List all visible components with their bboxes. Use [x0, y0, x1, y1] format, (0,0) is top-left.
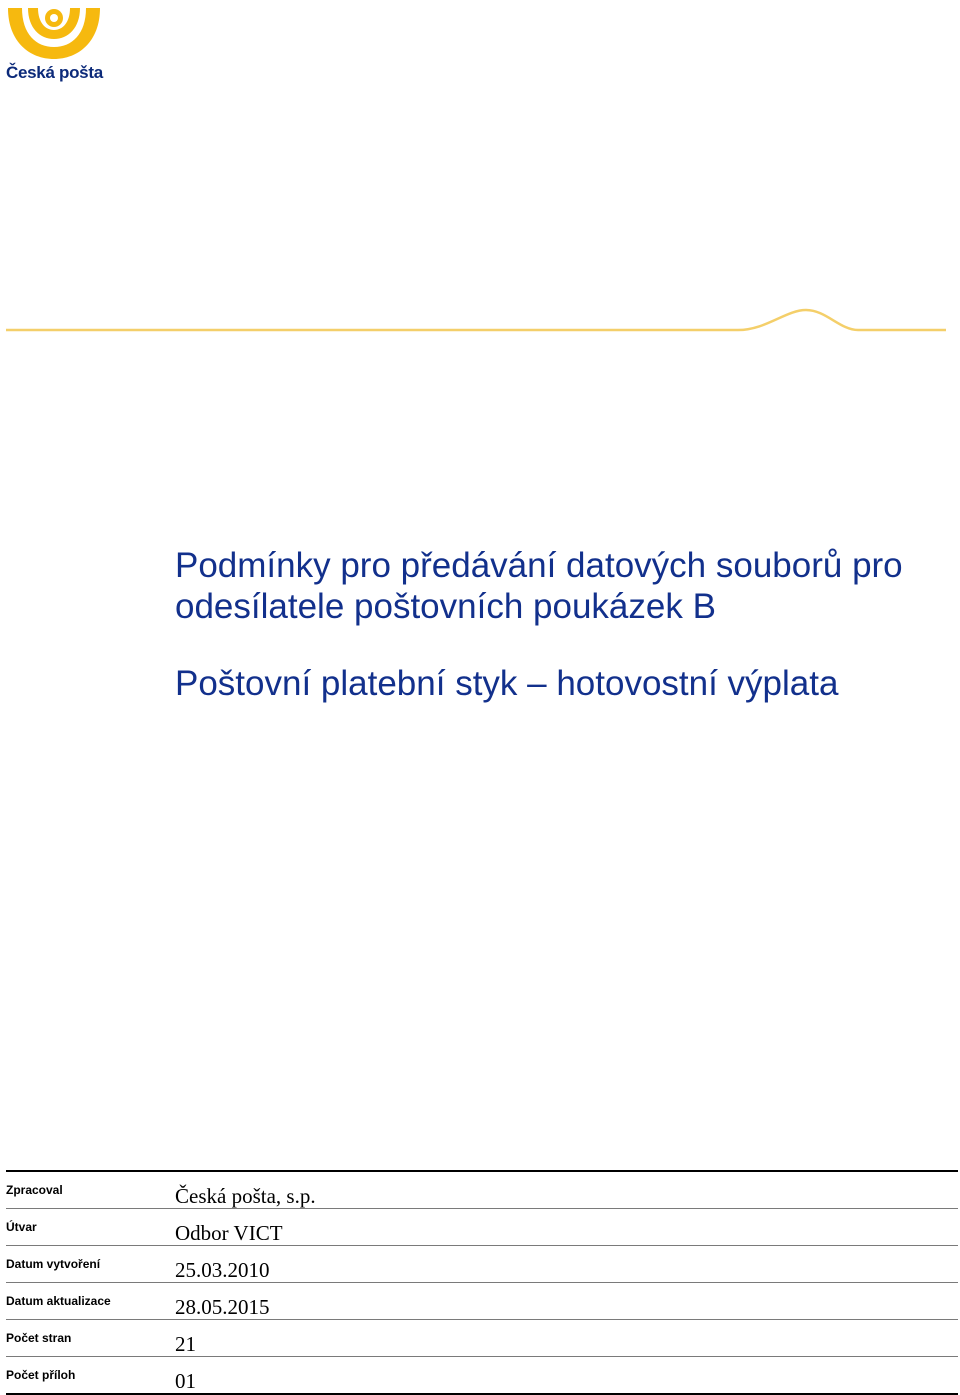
info-value: 28.05.2015	[175, 1283, 958, 1320]
info-row-pocet-priloh	[6, 1357, 958, 1395]
document-info-table	[6, 1170, 958, 1395]
document-subtitle: Poštovní platební styk – hotovostní výplata	[175, 664, 839, 703]
info-value: 21	[175, 1320, 958, 1357]
info-label: Datum vytvoření	[6, 1246, 175, 1283]
info-row-datum-aktualizace	[6, 1283, 958, 1320]
info-row-utvar	[6, 1209, 958, 1246]
info-row-pocet-stran	[6, 1320, 958, 1357]
info-label: Počet příloh	[6, 1357, 175, 1395]
title-block	[175, 545, 945, 704]
info-value: 01	[175, 1357, 958, 1395]
logo-wordmark: Česká pošta	[6, 63, 103, 82]
document-title: Podmínky pro předávání datových souborů pro odesílatele poštovních poukázek B	[175, 546, 903, 626]
ceska-posta-logo	[6, 6, 106, 82]
decorative-wave-line	[6, 300, 948, 336]
info-label: Datum aktualizace	[6, 1283, 175, 1320]
info-row-datum-vytvoreni	[6, 1246, 958, 1283]
info-label: Zpracoval	[6, 1183, 63, 1197]
info-value: Odbor VICT	[175, 1209, 958, 1246]
info-value: 25.03.2010	[175, 1246, 958, 1283]
info-value: Česká pošta, s.p.	[175, 1184, 316, 1208]
info-label: Počet stran	[6, 1320, 175, 1357]
info-label: Útvar	[6, 1209, 175, 1246]
info-row-zpracoval	[6, 1171, 958, 1209]
postal-horn-icon	[6, 6, 102, 62]
